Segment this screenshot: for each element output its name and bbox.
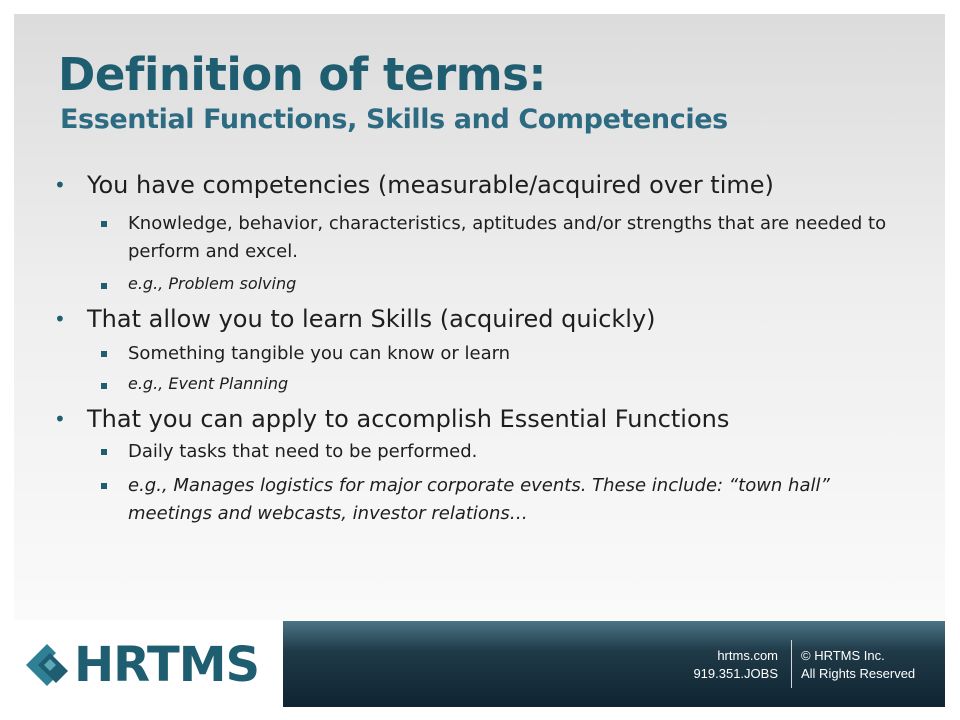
sub-bullet-item — [54, 438, 904, 466]
sub-bullet-text: Knowledge, behavior, characteristics, aptitudes and/or strengths that are needed to perform and excel. — [128, 213, 887, 262]
diamond-chevron-icon — [22, 638, 72, 692]
sub-bullet-item — [54, 272, 904, 296]
bullet-item — [54, 302, 904, 336]
sub-bullet-text: Daily tasks that need to be performed. — [128, 441, 478, 462]
square-bullet-icon — [101, 221, 107, 227]
logo-wordmark: HRTMS — [74, 637, 260, 693]
example-prefix: e.g., — [128, 374, 169, 393]
footer-phone: 919.351.JOBS — [693, 666, 778, 681]
square-bullet-icon — [101, 283, 107, 289]
example-text: Manages logistics for major corporate events. These include: “town hall” meetings and webcasts, investor relations… — [128, 475, 830, 524]
slide-subtitle: Essential Functions, Skills and Competencies — [60, 104, 728, 135]
sub-bullet-item — [54, 210, 904, 266]
square-bullet-icon — [101, 483, 107, 489]
example-text: Problem solving — [168, 274, 297, 293]
example-prefix: e.g., — [128, 274, 169, 293]
copyright-text: © HRTMS Inc. — [801, 648, 885, 663]
rights-text: All Rights Reserved — [801, 666, 916, 681]
bullet-text: That you can apply to accomplish Essential Functions — [87, 405, 730, 433]
sub-bullet-text: Something tangible you can know or learn — [128, 343, 511, 364]
example-text: Event Planning — [168, 374, 289, 393]
square-bullet-icon — [101, 449, 107, 455]
square-bullet-icon — [101, 351, 107, 357]
bullet-item — [54, 402, 904, 436]
bullet-text: You have competencies (measurable/acquired over time) — [87, 171, 774, 199]
sub-bullet-item — [54, 372, 904, 396]
footer-divider — [791, 640, 792, 688]
slide-title: Definition of terms: — [58, 48, 546, 101]
sub-bullet-item — [54, 340, 904, 368]
footer-copyright — [801, 647, 915, 683]
sub-bullet-item — [54, 472, 904, 528]
hrtms-logo — [22, 638, 274, 692]
example-prefix: e.g., — [128, 475, 174, 496]
bullet-text: That allow you to learn Skills (acquired quickly) — [87, 305, 656, 333]
bullet-list — [54, 168, 904, 528]
footer-contact — [693, 647, 778, 683]
bullet-marker: • — [54, 307, 66, 331]
footer-website-link[interactable]: hrtms.com — [717, 648, 778, 663]
bullet-marker: • — [54, 173, 66, 197]
bullet-item — [54, 168, 904, 202]
square-bullet-icon — [101, 383, 107, 389]
bullet-marker: • — [54, 407, 66, 431]
